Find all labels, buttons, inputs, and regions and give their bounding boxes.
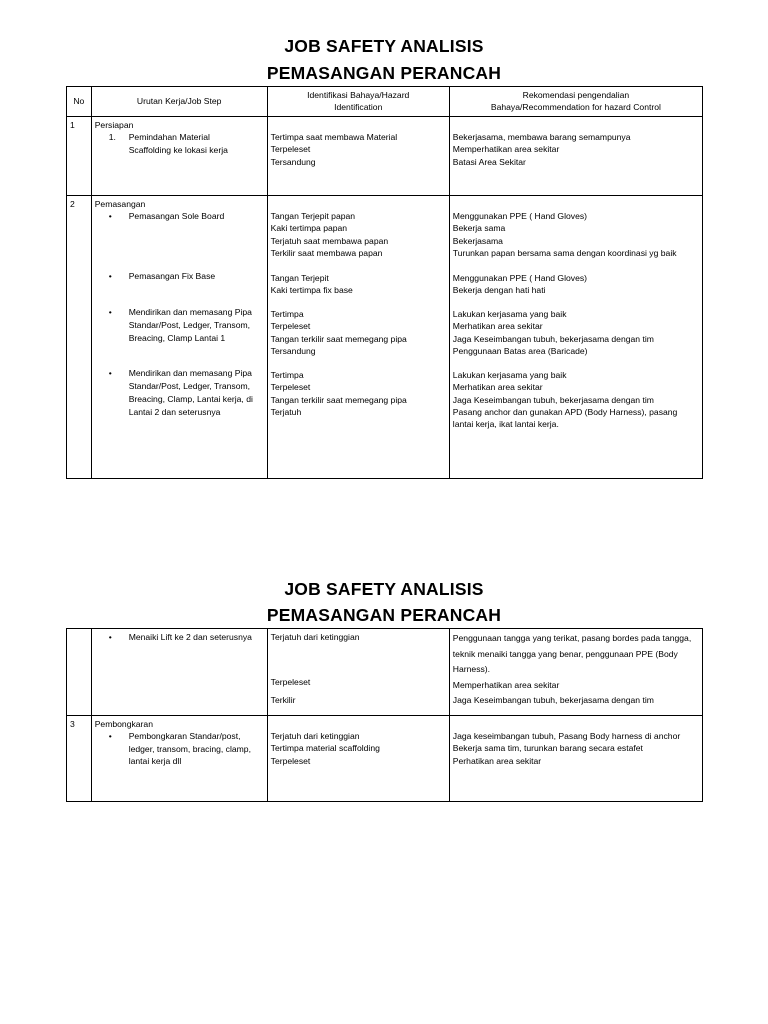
jsa-table-page2 xyxy=(66,628,703,802)
control-item: Bekerjasama xyxy=(452,235,503,246)
hazard-item: Terpeleset xyxy=(270,382,311,393)
table-row xyxy=(67,629,703,716)
hazard-group-a xyxy=(271,210,446,272)
header-job-step: Urutan Kerja/Job Step xyxy=(91,87,267,117)
control-item: Menggunakan PPE ( Hand Gloves) xyxy=(452,210,588,221)
row1-step-cell xyxy=(91,116,267,195)
row1-controls xyxy=(449,116,702,195)
control-item: Bekerjasama, membawa barang semampunya xyxy=(452,131,631,142)
table-row xyxy=(67,195,703,478)
control-item: Penggunaan Batas area (Baricade) xyxy=(452,346,588,357)
control-item: Bekerja sama tim, turunkan barang secara estafet xyxy=(452,743,643,754)
bullet-icon: • xyxy=(108,731,112,742)
row-cont-hazards xyxy=(267,629,449,716)
hazard-item: Tertimpa saat membawa Material xyxy=(270,131,398,142)
row3-step xyxy=(109,730,264,767)
bullet-icon: • xyxy=(108,211,112,222)
control-item: Pasang anchor dan gunakan APD (Body Harness), pasang lantai kerja, ikat lantai kerja. xyxy=(452,407,678,430)
row1-section: Persiapan xyxy=(94,119,134,130)
row1-no: 1 xyxy=(67,116,92,195)
page2-title-line2: PEMASANGAN PERANCAH xyxy=(266,605,502,625)
row-cont-step xyxy=(109,631,264,643)
hazard-group-c xyxy=(271,308,446,369)
row2-section: Pemasangan xyxy=(94,198,146,209)
hazard-item: Terpeleset xyxy=(270,755,311,766)
row2-hazards xyxy=(267,195,449,478)
row3-step-cell xyxy=(91,716,267,802)
control-item: Lakukan kerjasama yang baik xyxy=(452,308,567,319)
page1-title-line1: JOB SAFETY ANALISIS xyxy=(284,36,484,56)
control-group-b xyxy=(453,272,699,308)
header-no: No xyxy=(67,87,92,117)
hazard-item: Kaki tertimpa fix base xyxy=(270,285,353,296)
step-text: Pemasangan Fix Base xyxy=(128,271,216,282)
row2-no: 2 xyxy=(67,195,92,478)
hazard-item: Terkilir xyxy=(270,695,296,705)
hazard-item: Terpeleset xyxy=(270,144,311,155)
hazard-group-b xyxy=(271,272,446,308)
hazard-item: Tangan terkilir saat memegang pipa xyxy=(270,333,407,344)
step-number: 1. xyxy=(108,132,116,143)
hazard-item: Terpeleset xyxy=(270,321,311,332)
control-item: Jaga Keseimbangan tubuh, bekerjasama dengan tim xyxy=(452,695,654,705)
row3-section: Pembongkaran xyxy=(94,719,153,729)
control-item: Memperhatikan area sekitar xyxy=(452,144,560,155)
hazard-item: Terjatuh dari ketinggian xyxy=(270,632,360,642)
header-hazard-line2: Identification xyxy=(334,102,383,113)
step-text: Menaiki Lift ke 2 dan seterusnya xyxy=(128,632,252,642)
row1-step-item xyxy=(109,131,264,156)
hazard-item: Terjatuh xyxy=(270,407,302,418)
row3-hazards xyxy=(267,716,449,802)
control-item: Penggunaan tangga yang terikat, pasang bordes pada tangga, teknik menaiki tangga yang benar, penggunaan PPE (Body Harness). xyxy=(452,633,692,674)
hazard-item: Terkilir saat membawa papan xyxy=(270,248,383,259)
row-cont-controls xyxy=(449,629,702,716)
hazard-item: Terjatuh dari ketinggian xyxy=(270,731,360,741)
header-control xyxy=(449,87,702,117)
hazard-item: Tangan Terjepit xyxy=(270,272,329,283)
hazard-item: Terjatuh saat membawa papan xyxy=(270,235,389,246)
bullet-icon: • xyxy=(108,632,112,642)
row-cont-no xyxy=(67,629,92,716)
step-text: Pemasangan Sole Board xyxy=(128,211,225,222)
bullet-icon: • xyxy=(108,368,112,379)
header-control-line1: Rekomendasi pengendalian xyxy=(522,90,630,100)
row2-step-a xyxy=(109,210,264,270)
header-hazard xyxy=(267,87,449,117)
bullet-icon: • xyxy=(108,271,112,282)
control-group-c xyxy=(453,308,699,369)
control-group-d xyxy=(453,369,699,431)
hazard-item: Tertimpa material scaffolding xyxy=(270,743,380,754)
hazard-item: Terpeleset xyxy=(270,677,311,687)
control-item: Merhatikan area sekitar xyxy=(452,321,543,332)
row2-step-cell xyxy=(91,195,267,478)
row2-step-c xyxy=(109,306,264,367)
hazard-item: Tersandung xyxy=(270,346,316,357)
step-text: Mendirikan dan memasang Pipa Standar/Post, Ledger, Transom, Breacing, Clamp, Lantai kerja, di Lantai 2 dan seterusnya xyxy=(128,368,253,418)
row2-step-d xyxy=(109,367,264,419)
hazard-item: Kaki tertimpa papan xyxy=(270,223,348,234)
control-item: Bekerja dengan hati hati xyxy=(452,285,546,296)
hazard-item: Tertimpa xyxy=(270,308,304,319)
row1-step-line1: Pemindahan Material xyxy=(128,132,210,143)
control-item: Turunkan papan bersama sama dengan koordinasi yg baik xyxy=(452,248,677,259)
control-item: Jaga Keseimbangan tubuh, bekerjasama dengan tim xyxy=(452,333,654,344)
hazard-item: Tangan terkilir saat memegang pipa xyxy=(270,394,407,405)
control-item: Batasi Area Sekitar xyxy=(452,156,526,167)
row3-controls xyxy=(449,716,702,802)
row-cont-step-cell xyxy=(91,629,267,716)
control-item: Menggunakan PPE ( Hand Gloves) xyxy=(452,272,588,283)
page1-title-line2: PEMASANGAN PERANCAH xyxy=(266,63,502,83)
table-header-row xyxy=(67,87,703,117)
table-row xyxy=(67,116,703,195)
control-item: Merhatikan area sekitar xyxy=(452,382,543,393)
jsa-table-page1 xyxy=(66,86,703,479)
control-item: Jaga Keseimbangan tubuh, bekerjasama dengan tim xyxy=(452,394,654,405)
control-item: Jaga keseimbangan tubuh, Pasang Body harness di anchor xyxy=(452,731,681,741)
control-group-a xyxy=(453,210,699,272)
hazard-item: Tangan Terjepit papan xyxy=(270,210,356,221)
control-item: Perhatikan area sekitar xyxy=(452,755,542,766)
control-item: Bekerja sama xyxy=(452,223,506,234)
table-row xyxy=(67,716,703,802)
header-control-line2: Bahaya/Recommendation for hazard Control xyxy=(490,102,661,113)
step-text: Pembongkaran Standar/post, ledger, transom, bracing, clamp, lantai kerja dll xyxy=(128,731,251,767)
row1-step-line2: Scaffolding ke lokasi kerja xyxy=(128,144,228,155)
page2-title-line1: JOB SAFETY ANALISIS xyxy=(284,579,484,599)
control-item: Lakukan kerjasama yang baik xyxy=(452,369,567,380)
row1-hazards xyxy=(267,116,449,195)
row2-controls xyxy=(449,195,702,478)
step-text: Mendirikan dan memasang Pipa Standar/Post, Ledger, Transom, Breacing, Clamp Lantai 1 xyxy=(128,307,252,344)
hazard-item: Tersandung xyxy=(270,156,316,167)
hazard-group-d xyxy=(271,369,446,419)
bullet-icon: • xyxy=(108,307,112,318)
row2-step-b xyxy=(109,270,264,306)
header-hazard-line1: Identifikasi Bahaya/Hazard xyxy=(307,90,410,100)
hazard-item: Tertimpa xyxy=(270,369,304,380)
control-item: Memperhatikan area sekitar xyxy=(452,679,560,690)
row3-no: 3 xyxy=(67,716,92,802)
